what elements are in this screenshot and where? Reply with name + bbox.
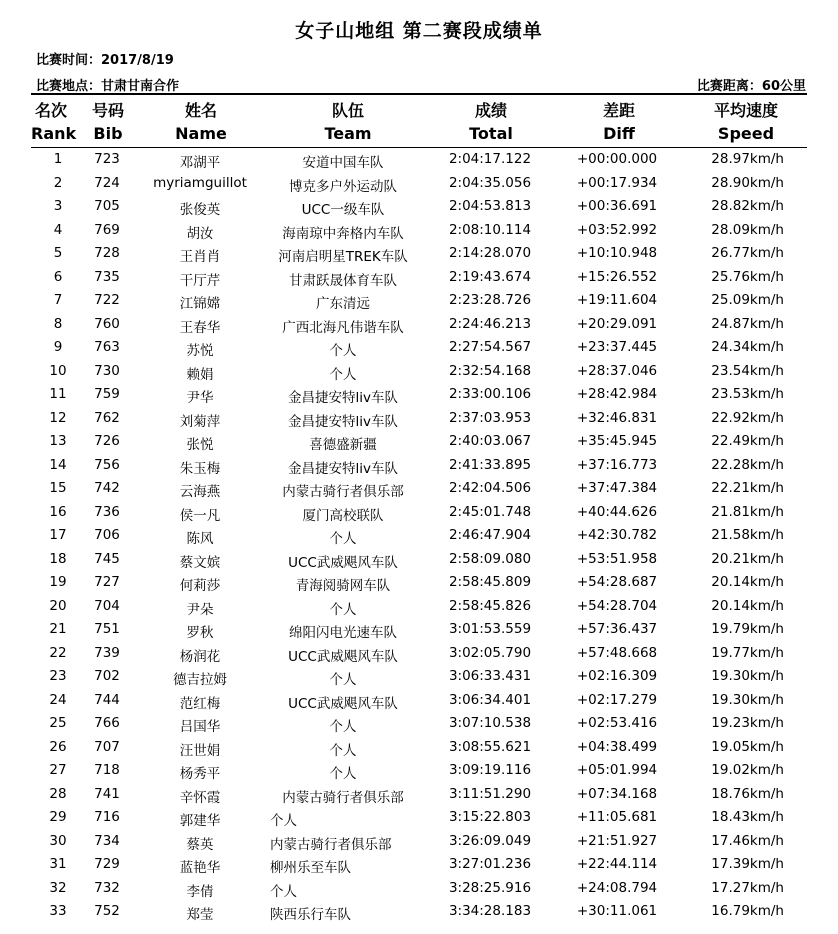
- cell-diff: +20:29.091: [576, 315, 658, 332]
- header-speed-en: Speed: [717, 124, 775, 143]
- cell-diff: +10:10.948: [576, 245, 658, 261]
- table-row: [0, 454, 838, 478]
- cell-diff: +21:51.927: [576, 832, 658, 849]
- cell-rank: 33: [49, 903, 67, 919]
- cell-bib: 752: [94, 903, 120, 919]
- cell-team: 甘肃跃晟体育车队: [289, 272, 397, 289]
- cell-speed: 17.39km/h: [711, 856, 784, 872]
- cell-team: 个人: [329, 766, 357, 782]
- cell-team: 内蒙古骑行者俱乐部: [270, 836, 392, 853]
- cell-rank: 4: [53, 221, 63, 238]
- table-row: [0, 242, 838, 266]
- table-row: [0, 383, 838, 407]
- cell-name: 蔡英: [186, 836, 214, 853]
- cell-speed: 19.30km/h: [711, 691, 784, 708]
- page-title: 女子山地组 第二赛段成绩单: [295, 20, 543, 42]
- cell-rank: 17: [49, 527, 67, 543]
- cell-speed: 23.53km/h: [711, 386, 784, 402]
- cell-diff: +07:34.168: [576, 785, 658, 802]
- cell-total: 2:19:43.674: [448, 268, 532, 285]
- cell-team: 安道中国车队: [302, 155, 384, 171]
- cell-bib: 734: [94, 832, 120, 849]
- cell-bib: 716: [94, 809, 120, 825]
- cell-diff: +54:28.704: [576, 597, 658, 614]
- cell-diff: +00:36.691: [576, 198, 658, 214]
- cell-rank: 32: [49, 879, 67, 896]
- cell-team: 河南启明星TREK车队: [278, 249, 408, 265]
- cell-name: 吕国华: [179, 719, 221, 735]
- cell-speed: 23.54km/h: [711, 362, 784, 379]
- cell-rank: 24: [49, 691, 67, 708]
- cell-name: 云海燕: [179, 484, 221, 500]
- cell-team: 海南琼中奔格内车队: [282, 225, 404, 242]
- cell-name: 陈风: [186, 531, 214, 547]
- cell-speed: 17.27km/h: [711, 879, 784, 896]
- cell-rank: 14: [49, 456, 67, 473]
- table-row: [0, 900, 838, 924]
- cell-bib: 759: [94, 386, 120, 402]
- cell-rank: 3: [53, 198, 63, 214]
- cell-total: 3:27:01.236: [448, 856, 532, 872]
- table-row: [0, 266, 838, 290]
- cell-name: 蓝艳华: [179, 860, 221, 876]
- cell-team: 个人: [329, 601, 357, 618]
- header-speed-zh: 平均速度: [713, 101, 778, 120]
- cell-diff: +37:16.773: [576, 456, 658, 473]
- cell-bib: 723: [94, 151, 120, 167]
- cell-name: 杨润花: [179, 648, 221, 665]
- header-speed: [691, 99, 801, 145]
- cell-diff: +28:37.046: [576, 362, 658, 379]
- cell-name: 尹朵: [186, 601, 214, 618]
- cell-name: 干厅芹: [179, 272, 221, 289]
- cell-speed: 20.14km/h: [711, 597, 784, 614]
- cell-rank: 22: [49, 644, 67, 661]
- cell-bib: 727: [94, 574, 120, 590]
- cell-total: 3:28:25.916: [448, 879, 532, 896]
- cell-bib: 756: [94, 456, 120, 473]
- cell-name: 蔡文嫔: [179, 554, 221, 571]
- cell-team: 个人: [270, 813, 297, 829]
- table-row: [0, 219, 838, 243]
- cell-rank: 12: [49, 409, 67, 426]
- cell-diff: +02:53.416: [576, 715, 658, 731]
- cell-bib: 706: [94, 527, 120, 543]
- cell-name: 郑莹: [186, 907, 214, 923]
- cell-diff: +02:16.309: [576, 668, 658, 684]
- cell-bib: 704: [94, 597, 120, 614]
- cell-speed: 20.21km/h: [711, 550, 784, 567]
- cell-diff: +30:11.061: [576, 903, 658, 919]
- cell-bib: 722: [94, 292, 120, 308]
- cell-speed: 22.21km/h: [711, 480, 784, 496]
- cell-rank: 15: [49, 480, 67, 496]
- cell-speed: 28.90km/h: [711, 174, 784, 191]
- header-name-en: Name: [175, 124, 227, 143]
- cell-total: 2:23:28.726: [448, 292, 532, 308]
- table-row: [0, 336, 838, 360]
- header-rank: [31, 99, 77, 145]
- table-row: [0, 195, 838, 219]
- cell-diff: +57:36.437: [576, 621, 658, 637]
- cell-total: 2:58:45.809: [448, 574, 532, 590]
- table-row: [0, 430, 838, 454]
- cell-name: 何莉莎: [179, 578, 221, 594]
- cell-bib: 762: [94, 409, 120, 426]
- cell-rank: 18: [49, 550, 67, 567]
- cell-diff: +57:48.668: [576, 644, 658, 661]
- cell-rank: 8: [53, 315, 63, 332]
- cell-speed: 28.82km/h: [711, 198, 784, 214]
- cell-rank: 21: [49, 621, 67, 637]
- table-row: [0, 313, 838, 337]
- cell-bib: 741: [94, 785, 120, 802]
- cell-total: 3:11:51.290: [448, 785, 532, 802]
- cell-bib: 729: [94, 856, 120, 872]
- header-name: [151, 99, 251, 145]
- cell-name: 张悦: [186, 437, 214, 453]
- header-bib-zh: 号码: [91, 101, 124, 120]
- header-total-zh: 成绩: [474, 101, 507, 120]
- cell-speed: 19.05km/h: [711, 738, 784, 755]
- cell-total: 2:42:04.506: [448, 480, 532, 496]
- cell-name: 邓湖平: [179, 155, 221, 171]
- cell-bib: 766: [94, 715, 120, 731]
- cell-team: UCC一级车队: [301, 202, 385, 218]
- table-header: [31, 93, 807, 148]
- cell-diff: +54:28.687: [576, 574, 658, 590]
- table-row: [0, 689, 838, 713]
- header-team-en: Team: [324, 124, 372, 143]
- table-row: [0, 877, 838, 901]
- cell-diff: +40:44.626: [576, 503, 658, 520]
- header-diff-en: Diff: [603, 124, 635, 143]
- cell-name: 杨秀平: [179, 766, 221, 782]
- table-row: [0, 830, 838, 854]
- table-row: [0, 477, 838, 501]
- cell-rank: 11: [49, 386, 67, 402]
- cell-team: UCC武威飓风车队: [288, 554, 398, 571]
- cell-total: 2:33:00.106: [448, 386, 532, 402]
- table-row: [0, 783, 838, 807]
- table-row: [0, 172, 838, 196]
- cell-total: 2:04:17.122: [448, 151, 532, 167]
- cell-total: 2:58:45.826: [448, 597, 532, 614]
- race-distance: 比赛距离：60公里: [696, 79, 806, 94]
- cell-name: 罗秋: [186, 625, 214, 641]
- cell-speed: 17.46km/h: [711, 832, 784, 849]
- cell-speed: 22.49km/h: [711, 433, 784, 449]
- cell-rank: 19: [49, 574, 67, 590]
- cell-speed: 25.76km/h: [711, 268, 784, 285]
- table-row: [0, 501, 838, 525]
- table-row: [0, 618, 838, 642]
- cell-total: 3:06:34.401: [448, 691, 532, 708]
- results-table: [0, 148, 838, 924]
- cell-total: 2:32:54.168: [448, 362, 532, 379]
- cell-team: 厦门高校联队: [302, 507, 384, 524]
- cell-bib: 751: [94, 621, 120, 637]
- cell-total: 2:40:03.067: [448, 433, 532, 449]
- cell-total: 2:37:03.953: [448, 409, 532, 426]
- cell-bib: 739: [94, 644, 120, 661]
- cell-rank: 31: [49, 856, 67, 872]
- table-row: [0, 571, 838, 595]
- cell-team: 个人: [329, 719, 357, 735]
- cell-rank: 16: [49, 503, 67, 520]
- cell-team: 广西北海凡伟谐车队: [282, 319, 404, 336]
- table-row: [0, 853, 838, 877]
- table-row: [0, 712, 838, 736]
- cell-team: 金昌捷安特liv车队: [288, 460, 398, 477]
- cell-team: 个人: [329, 366, 357, 383]
- cell-team: 个人: [329, 531, 357, 547]
- cell-team: 个人: [329, 343, 357, 359]
- cell-total: 3:06:33.431: [448, 668, 532, 684]
- cell-team: UCC武威飓风车队: [288, 695, 398, 712]
- cell-bib: 732: [94, 879, 120, 896]
- cell-diff: +23:37.445: [576, 339, 658, 355]
- cell-name: 王春华: [179, 319, 221, 336]
- cell-total: 3:09:19.116: [448, 762, 532, 778]
- cell-team: 个人: [329, 742, 357, 759]
- cell-speed: 18.76km/h: [711, 785, 784, 802]
- cell-rank: 29: [49, 809, 67, 825]
- table-row: [0, 736, 838, 760]
- cell-team: 喜德盛新疆: [309, 437, 377, 453]
- table-row: [0, 148, 838, 172]
- cell-bib: 744: [94, 691, 120, 708]
- cell-bib: 724: [94, 174, 120, 191]
- cell-speed: 20.14km/h: [711, 574, 784, 590]
- cell-bib: 718: [94, 762, 120, 778]
- cell-team: 金昌捷安特liv车队: [288, 390, 398, 406]
- cell-total: 2:27:54.567: [448, 339, 532, 355]
- table-row: [0, 360, 838, 384]
- cell-total: 2:04:35.056: [448, 174, 532, 191]
- cell-total: 2:41:33.895: [448, 456, 532, 473]
- table-row: [0, 289, 838, 313]
- cell-team: 金昌捷安特liv车队: [288, 413, 398, 430]
- cell-diff: +24:08.794: [576, 879, 658, 896]
- cell-bib: 745: [94, 550, 120, 567]
- header-diff: [579, 99, 659, 145]
- cell-bib: 736: [94, 503, 120, 520]
- cell-name: 辛怀霞: [179, 789, 221, 806]
- cell-team: 陕西乐行车队: [270, 907, 351, 923]
- cell-bib: 730: [94, 362, 120, 379]
- header-team: [288, 99, 408, 145]
- header-total: [451, 99, 531, 145]
- cell-diff: +11:05.681: [576, 809, 658, 825]
- cell-bib: 726: [94, 433, 120, 449]
- cell-total: 3:08:55.621: [448, 738, 532, 755]
- cell-name: 江锦嫦: [179, 296, 221, 312]
- table-row: [0, 806, 838, 830]
- cell-rank: 9: [53, 339, 63, 355]
- cell-total: 2:45:01.748: [448, 503, 532, 520]
- cell-total: 3:34:28.183: [448, 903, 532, 919]
- cell-diff: +00:00.000: [576, 151, 658, 167]
- race-location: 比赛地点：甘肃甘南合作: [36, 79, 180, 94]
- cell-total: 2:14:28.070: [448, 245, 532, 261]
- cell-total: 3:01:53.559: [448, 621, 532, 637]
- cell-name: 德吉拉姆: [173, 672, 227, 688]
- cell-bib: 705: [94, 198, 120, 214]
- cell-bib: 702: [94, 668, 120, 684]
- cell-rank: 30: [49, 832, 67, 849]
- cell-team: 内蒙古骑行者俱乐部: [282, 484, 404, 500]
- cell-name: 郭建华: [179, 813, 221, 829]
- cell-speed: 25.09km/h: [711, 292, 784, 308]
- cell-total: 3:07:10.538: [448, 715, 532, 731]
- cell-diff: +02:17.279: [576, 691, 658, 708]
- cell-rank: 20: [49, 597, 67, 614]
- cell-rank: 6: [53, 268, 63, 285]
- cell-speed: 16.79km/h: [711, 903, 784, 919]
- cell-total: 3:26:09.049: [448, 832, 532, 849]
- cell-speed: 26.77km/h: [711, 245, 784, 261]
- cell-speed: 19.23km/h: [711, 715, 784, 731]
- cell-speed: 28.97km/h: [711, 151, 784, 167]
- cell-bib: 760: [94, 315, 120, 332]
- cell-bib: 742: [94, 480, 120, 496]
- cell-rank: 28: [49, 785, 67, 802]
- cell-bib: 735: [94, 268, 120, 285]
- cell-speed: 19.02km/h: [711, 762, 784, 778]
- cell-name: 赖娟: [186, 366, 214, 383]
- header-name-zh: 姓名: [184, 101, 217, 120]
- cell-diff: +42:30.782: [576, 527, 658, 543]
- cell-rank: 27: [49, 762, 67, 778]
- cell-diff: +00:17.934: [576, 174, 658, 191]
- cell-diff: +03:52.992: [576, 221, 658, 238]
- cell-diff: +22:44.114: [576, 856, 658, 872]
- cell-name: 王肖肖: [179, 249, 221, 265]
- header-diff-zh: 差距: [602, 101, 635, 120]
- table-row: [0, 665, 838, 689]
- cell-diff: +28:42.984: [576, 386, 658, 402]
- table-row: [0, 642, 838, 666]
- cell-rank: 1: [53, 151, 63, 167]
- cell-speed: 19.79km/h: [711, 621, 784, 637]
- cell-bib: 769: [94, 221, 120, 238]
- table-row: [0, 595, 838, 619]
- header-bib: [81, 99, 135, 145]
- cell-speed: 22.92km/h: [711, 409, 784, 426]
- header-rank-zh: 名次: [34, 101, 67, 120]
- cell-total: 3:02:05.790: [448, 644, 532, 661]
- cell-rank: 10: [49, 362, 67, 379]
- cell-name: 范红梅: [179, 695, 221, 712]
- cell-total: 2:58:09.080: [448, 550, 532, 567]
- table-row: [0, 524, 838, 548]
- cell-team: 博克多户外运动队: [289, 178, 397, 195]
- cell-team: 绵阳闪电光速车队: [289, 625, 397, 641]
- cell-speed: 24.87km/h: [711, 315, 784, 332]
- cell-bib: 763: [94, 339, 120, 355]
- cell-diff: +05:01.994: [576, 762, 658, 778]
- race-date: 比赛时间：2017/8/19: [36, 53, 174, 68]
- cell-team: 青海阅骑网车队: [295, 578, 391, 594]
- cell-name: 汪世娟: [179, 742, 221, 759]
- cell-total: 3:15:22.803: [448, 809, 532, 825]
- cell-speed: 21.81km/h: [711, 503, 784, 520]
- table-row: [0, 548, 838, 572]
- cell-name: 李倩: [186, 883, 214, 900]
- cell-bib: 728: [94, 245, 120, 261]
- cell-diff: +35:45.945: [576, 433, 658, 449]
- cell-diff: +32:46.831: [576, 409, 658, 426]
- cell-rank: 25: [49, 715, 67, 731]
- cell-speed: 19.30km/h: [711, 668, 784, 684]
- cell-rank: 7: [53, 292, 63, 308]
- header-rank-en: Rank: [31, 124, 77, 143]
- cell-team: 个人: [270, 883, 297, 900]
- table-row: [0, 759, 838, 783]
- cell-team: UCC武威飓风车队: [288, 648, 398, 665]
- cell-team: 个人: [329, 672, 357, 688]
- cell-rank: 13: [49, 433, 67, 449]
- cell-diff: +37:47.384: [576, 480, 658, 496]
- cell-team: 内蒙古骑行者俱乐部: [282, 789, 404, 806]
- cell-name: 朱玉梅: [179, 460, 221, 477]
- cell-rank: 23: [49, 668, 67, 684]
- cell-speed: 24.34km/h: [711, 339, 784, 355]
- cell-total: 2:08:10.114: [448, 221, 532, 238]
- cell-name: myriamguillot: [153, 174, 247, 191]
- cell-rank: 2: [53, 174, 63, 191]
- cell-speed: 28.09km/h: [711, 221, 784, 238]
- cell-name: 张俊英: [179, 202, 221, 218]
- cell-rank: 26: [49, 738, 67, 755]
- cell-total: 2:46:47.904: [448, 527, 532, 543]
- cell-diff: +19:11.604: [576, 292, 658, 308]
- cell-team: 柳州乐至车队: [270, 860, 351, 876]
- cell-speed: 18.43km/h: [711, 809, 784, 825]
- cell-total: 2:24:46.213: [448, 315, 532, 332]
- cell-rank: 5: [53, 245, 63, 261]
- cell-speed: 22.28km/h: [711, 456, 784, 473]
- cell-name: 苏悦: [186, 343, 214, 359]
- cell-bib: 707: [94, 738, 120, 755]
- cell-diff: +15:26.552: [576, 268, 658, 285]
- cell-total: 2:04:53.813: [448, 198, 532, 214]
- cell-diff: +53:51.958: [576, 550, 658, 567]
- header-bib-en: Bib: [93, 124, 123, 143]
- cell-speed: 21.58km/h: [711, 527, 784, 543]
- cell-team: 广东清远: [316, 296, 370, 312]
- header-total-en: Total: [469, 124, 513, 143]
- cell-name: 侯一凡: [179, 507, 221, 524]
- cell-diff: +04:38.499: [576, 738, 658, 755]
- cell-name: 刘菊萍: [179, 413, 221, 430]
- header-team-zh: 队伍: [331, 101, 364, 120]
- cell-speed: 19.77km/h: [711, 644, 784, 661]
- cell-name: 胡汝: [186, 225, 214, 242]
- cell-name: 尹华: [186, 390, 214, 406]
- table-row: [0, 407, 838, 431]
